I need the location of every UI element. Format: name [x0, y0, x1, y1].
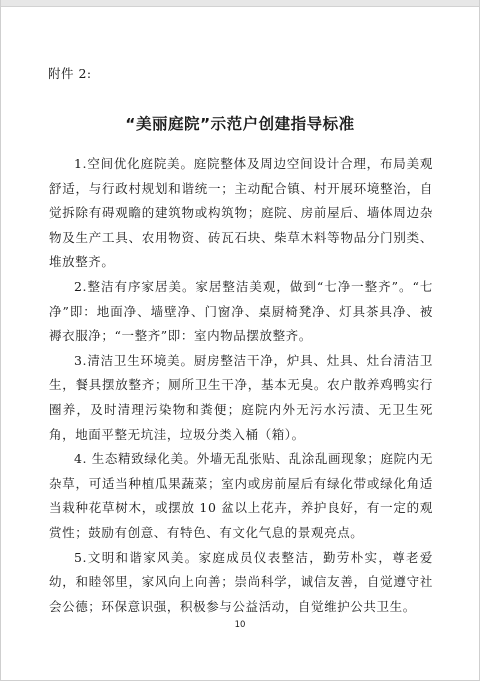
document-body	[49, 152, 433, 619]
attachment-label: 附件 2:	[48, 66, 92, 81]
paragraph-courtyard: 1.空间优化庭院美。庭院整体及周边空间设计合理，布局美观舒适，与行政村规划和谐统一；主动配合镇、村开展环境整治，自觉拆除有碍观瞻的建筑物或构筑物；庭院、房前屋后、墙体周边杂物及生产工具、农用物资、砖瓦石块、柴草木料等物品分门别类、堆放整齐。	[49, 156, 433, 270]
paragraph-home: 2.整洁有序家居美。家居整洁美观，做到“七净一整齐”。“七净”即：地面净、墙壁净、门窗净、桌厨椅凳净、灯具茶具净、被褥衣服净；“一整齐”即：室内物品摆放整齐。	[49, 278, 433, 344]
paragraph-greening: 4. 生态精致绿化美。外墙无乱张贴、乱涂乱画现象；庭院内无杂草，可适当种植瓜果蔬菜；室内或房前屋后有绿化带或绿化角适当栽种花草树木，或摆放 10 盆以上花卉，养护良好，有一定的观赏性；鼓励有创意、有特色、有文化气息的景观亮点。	[49, 451, 433, 540]
page-number: 10	[234, 620, 246, 630]
paragraph-family: 5.文明和谐家风美。家庭成员仪表整洁，勤劳朴实，尊老爱幼，和睦邻里，家风向上向善；崇尚科学，诚信友善，自觉遵守社会公德；环保意识强，积极参与公益活动，自觉维护公共卫生。	[49, 549, 433, 614]
document-title: “美丽庭院”示范户创建指导标准	[125, 115, 355, 133]
paragraph-hygiene: 3.清洁卫生环境美。厨房整洁干净，炉具、灶具、灶台清洁卫生，餐具摆放整齐；厕所卫生干净，基本无臭。农户散养鸡鸭实行圈养，及时清理污染物和粪便；庭院内外无污水污渍、无卫生死角，地面平整无坑洼，垃圾分类入桶（箱）。	[49, 352, 433, 442]
top-border	[1, 0, 479, 7]
